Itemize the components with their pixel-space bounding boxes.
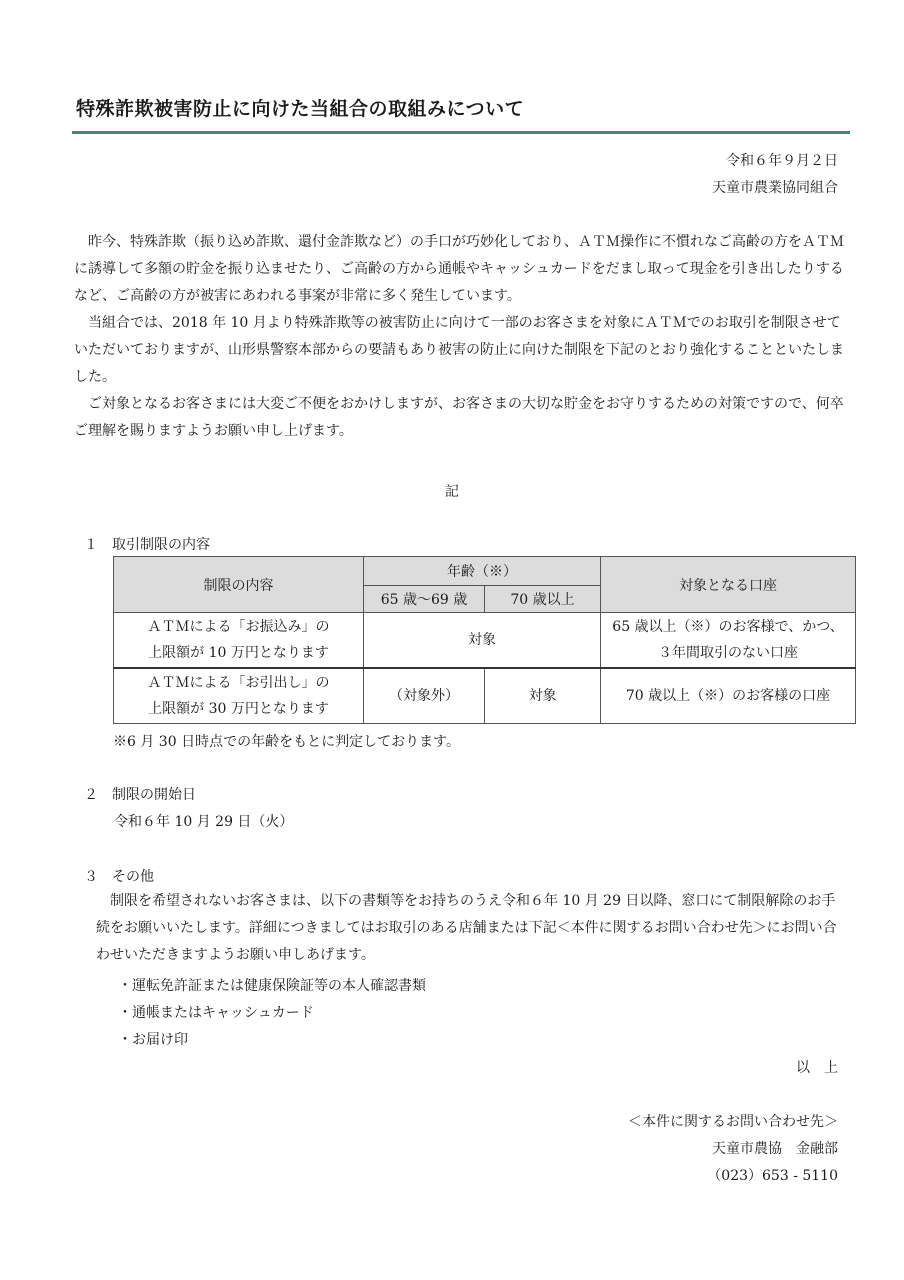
section-2-title: 制限の開始日 — [112, 787, 196, 803]
row1-restriction — [114, 613, 364, 669]
start-date: 令和６年 10 月 29 日（火） — [114, 814, 294, 830]
list-item: ・通帳またはキャッシュカード — [118, 1005, 314, 1021]
section-1-number: １ — [84, 537, 98, 553]
header-account: 対象となる口座 — [601, 557, 856, 613]
document-title: 特殊詐欺被害防止に向けた当組合の取組みについて — [76, 98, 525, 120]
row2-restriction-line2: 上限額が 30 万円となります — [148, 701, 329, 717]
list-item: ・お届け印 — [118, 1032, 188, 1048]
ki-heading: 記 — [445, 484, 459, 500]
row1-age-target: 対象 — [364, 613, 601, 669]
header-age-65-69: 65 歳～69 歳 — [364, 586, 485, 613]
row1-restriction-line2: 上限額が 10 万円となります — [148, 645, 329, 661]
document-date: 令和６年９月２日 — [726, 153, 838, 169]
row2-restriction — [114, 668, 364, 724]
intro-paragraph-1: 昨今、特殊詐欺（振り込め詐欺、還付金詐欺など）の手口が巧妙化しており、ＡＴＭ操作に不慣れなご高齢の方をＡＴＭに誘導して多額の貯金を振り込ませたり、ご高齢の方から通帳やキャッシュカードをだまし取って現金を引き出したりするなど、ご高齢の方が被害にあわれる事案が非常に多く発生しています。 — [74, 234, 844, 304]
row2-age-70-plus: 対象 — [485, 668, 601, 724]
section-2-heading — [84, 784, 196, 804]
restriction-table — [113, 556, 856, 724]
title-divider — [72, 131, 850, 134]
intro-paragraph-2: 当組合では、2018 年 10 月より特殊詐欺等の被害防止に向けて一部のお客さまを対象にＡＴＭでのお取引を制限させていただいておりますが、山形県警察本部からの要請もあり被害の防止に向けた制限を下記のとおり強化することといたしました。 — [74, 315, 844, 385]
closing-mark: 以 上 — [796, 1060, 838, 1076]
list-item: ・運転免許証または健康保険証等の本人確認書類 — [118, 978, 426, 994]
row1-account — [601, 613, 856, 669]
contact-phone: （023）653 ‐ 5110 — [707, 1168, 838, 1184]
table-row — [114, 613, 856, 669]
section-1-heading — [84, 534, 210, 554]
row2-restriction-line1: ＡＴＭによる「お引出し」の — [147, 675, 330, 691]
intro-paragraph-3: ご対象となるお客さまには大変ご不便をおかけしますが、お客さまの大切な貯金をお守りするための対策ですので、何卒ご理解を賜りますようお願い申し上げます。 — [74, 396, 844, 439]
row1-account-line1: 65 歳以上（※）のお客様で、かつ、 — [612, 619, 844, 635]
row1-account-line2: ３年間取引のない口座 — [658, 645, 798, 661]
contact-heading: ＜本件に関するお問い合わせ先＞ — [628, 1114, 838, 1130]
header-restriction: 制限の内容 — [114, 557, 364, 613]
age-note: ※6 月 30 日時点での年齢をもとに判定しております。 — [113, 734, 460, 750]
section-3-heading — [84, 866, 154, 886]
section-3-number: ３ — [84, 869, 98, 885]
issuer-name: 天童市農業協同組合 — [712, 180, 838, 196]
section-3-body: 制限を希望されないお客さまは、以下の書類等をお持ちのうえ令和６年 10 月 29 日以降、窓口にて制限解除のお手続をお願いいたします。詳細につきましてはお取引のある店舗または下記＜本件に関するお問い合わせ先＞にお問い合わせいただきますようお願い申しあげます。 — [96, 893, 837, 963]
section-3-title: その他 — [112, 869, 154, 885]
row2-account: 70 歳以上（※）のお客様の口座 — [601, 668, 856, 724]
contact-department: 天童市農協 金融部 — [712, 1141, 838, 1157]
header-age: 年齢（※） — [364, 557, 601, 586]
section-1-title: 取引制限の内容 — [112, 537, 210, 553]
row2-age-65-69: （対象外） — [364, 668, 485, 724]
header-age-70-plus: 70 歳以上 — [485, 586, 601, 613]
section-2-number: ２ — [84, 787, 98, 803]
table-row — [114, 668, 856, 724]
row1-restriction-line1: ＡＴＭによる「お振込み」の — [147, 619, 330, 635]
